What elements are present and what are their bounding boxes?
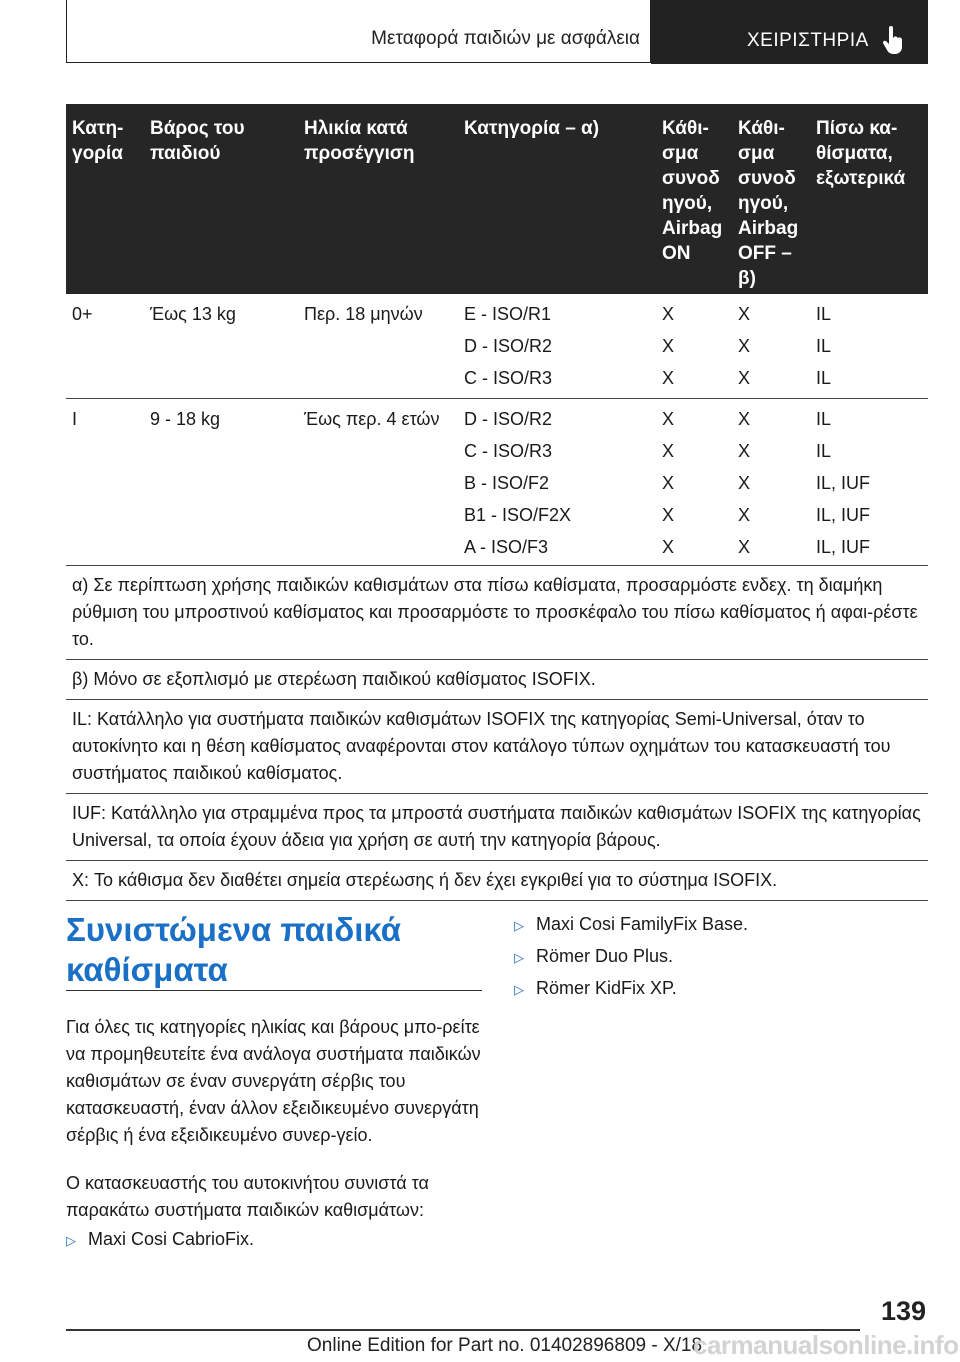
header-weight: Βάρος του παιδιού [150,118,245,164]
row-airbag-off: X X X X X [738,409,751,557]
page-header [66,0,928,64]
header-airbag-on: Κάθι- σμα συνοδ ηγού, Airbag ON [662,118,723,264]
row-classes: D - ISO/R2 C - ISO/R3 B - ISO/F2 B1 - ISO/F2X A - ISO/F3 [464,409,572,557]
edition-text: Online Edition for Part no. 01402896809 - X/18 [307,1335,703,1356]
watermark: carmanualsonline.info [693,1330,959,1360]
header-category: Κατη- γορία [72,118,124,164]
row-classes: E - ISO/R1 D - ISO/R2 C - ISO/R3 [464,304,553,388]
section-tab [651,0,928,64]
list-item: ▷ Römer Duo Plus. [514,943,673,971]
header-rear: Πίσω κα- θίσματα, εξωτερικά [816,118,906,189]
child-seat-table [66,104,928,901]
row-age: Έως περ. 4 ετών [304,409,440,429]
chapter-tab [66,0,651,63]
section-divider [66,990,482,991]
table-header [66,104,928,294]
page-number: 139 [880,1296,926,1326]
table-note: β) Μόνο σε εξοπλισμό με στερέωση παιδικού καθίσματος ISOFIX. [66,660,928,700]
chapter-title: Μεταφορά παιδιών με ασφάλεια [371,28,640,49]
header-airbag-off: Κάθι- σμα συνοδ ηγού, Airbag OFF – β) [738,118,799,289]
table-note: X: Το κάθισμα δεν διαθέτει σημεία στερέωσης ή δεν έχει εγκριθεί για το σύστημα ISOFIX. [66,861,928,901]
row-weight: Έως 13 kg [150,304,236,324]
header-class: Κατηγορία – α) [464,118,600,139]
triangle-bullet-icon: ▷ [66,1233,76,1248]
row-airbag-off: X X X [738,304,751,388]
row-rear: IL IL IL [816,304,832,388]
section-title-label: ΧΕΙΡΙΣΤΗΡΙΑ [747,30,869,51]
table-row [66,294,928,399]
triangle-bullet-icon: ▷ [514,982,524,997]
header-age: Ηλικία κατά προσέγγιση [304,118,415,164]
section-heading: Συνιστώμενα παιδικά καθίσματα [66,911,402,988]
table-note: α) Σε περίπτωση χρήσης παιδικών καθισμάτων στα πίσω καθίσματα, προσαρμόστε ενδεχ. τη διαμήκη ρύθμιση του μπροστινού καθίσματος και προσαρμόστε το προσκέφαλο του πίσω καθίσματος ή αφαι-ρέστε το. [66,566,928,660]
row-airbag-on: X X X [662,304,675,388]
section-paragraph: Για όλες τις κατηγορίες ηλικίας και βάρους μπο-ρείτε να προμηθευτείτε ένα ανάλογα συστήματα παιδικών καθισμάτων σε έναν συνεργάτη σέρβις του κατασκευαστή, έναν άλλον εξειδικευμένο συνεργάτη σέρβις ή ένα εξειδικευμένο συνερ-γείο. [66,1017,481,1145]
row-rear: IL IL IL, IUF IL, IUF IL, IUF [816,409,871,557]
section-paragraph: Ο κατασκευαστής του αυτοκινήτου συνιστά τα παρακάτω συστήματα παιδικών καθισμάτων: [66,1173,429,1220]
list-item: ▷ Maxi Cosi CabrioFix. [66,1226,254,1254]
list-item: ▷ Maxi Cosi FamilyFix Base. [514,911,748,939]
table-note: IL: Κατάλληλο για συστήματα παιδικών καθισμάτων ISOFIX της κατηγορίας Semi-Universal, όταν το αυτοκίνητο και η θέση καθίσματος αναφέρονται στον κατάλογο τύπων οχημάτων του κατασκευαστή του συστήματος παιδικού καθίσματος. [66,700,928,794]
row-category: 0+ [72,304,93,324]
row-category: I [72,409,78,429]
triangle-bullet-icon: ▷ [514,950,524,965]
row-age: Περ. 18 μηνών [304,304,423,324]
table-row [66,399,928,566]
triangle-bullet-icon: ▷ [514,918,524,933]
row-airbag-on: X X X X X [662,409,675,557]
hand-pointer-icon [881,26,905,54]
row-weight: 9 - 18 kg [150,409,221,429]
table-note: IUF: Κατάλληλο για στραμμένα προς τα μπροστά συστήματα παιδικών καθισμάτων ISOFIX της κατηγορίας Universal, τα οποία έχουν άδεια για χρήση σε αυτή την κατηγορία βάρους. [66,794,928,861]
list-item: ▷ Römer KidFix XP. [514,975,677,1003]
